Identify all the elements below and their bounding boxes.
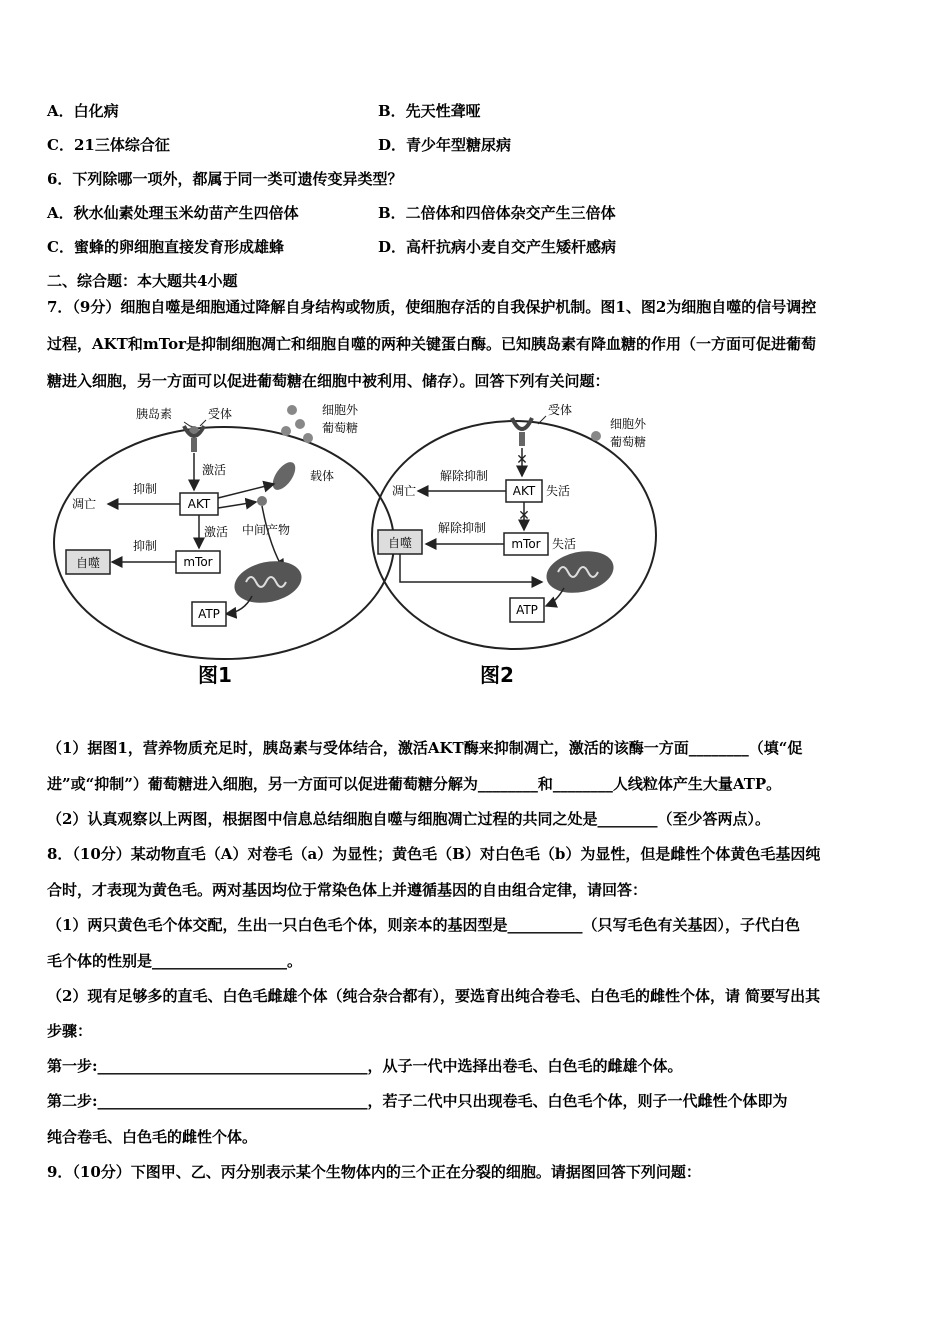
q7-sub1-line2: 进”或“抑制”）葡萄糖进入细胞，另一方面可以促进葡萄糖分解为________和________人线粒体产生大量ATP。 bbox=[47, 775, 782, 793]
fig2-glucose-dot bbox=[591, 431, 601, 441]
q8-sub2-line2: 步骤： bbox=[47, 1022, 93, 1040]
fig2-autophagy-label: 自噬 bbox=[387, 536, 413, 550]
q7-sub1-line1: （1）据图1，营养物质充足时，胰岛素与受体结合，激活AKT酶来抑制凋亡，激活的该酶一方面________（填“促 bbox=[47, 739, 803, 757]
fig2-inactive-label-1: 失活 bbox=[546, 484, 571, 498]
fig1-glucose-label: 葡萄糖 bbox=[322, 421, 359, 435]
fig2-receptor-stem bbox=[519, 432, 525, 446]
q8-sub1-line1: （1）两只黄色毛个体交配，生出一只白色毛个体，则亲本的基因型是__________（只写毛色有关基因），子代白色 bbox=[47, 916, 800, 934]
fig1-glucose-dot bbox=[281, 426, 291, 436]
q6-option-c: C．蜜蜂的卵细胞直接发育形成雄蜂 bbox=[47, 238, 284, 256]
fig1-caption: 图1 bbox=[198, 663, 232, 687]
fig2-arrow-autophagy-mito bbox=[400, 554, 542, 582]
q8-sub1-line2: 毛个体的性别是__________________。 bbox=[47, 952, 303, 970]
fig2-extracellular-label: 细胞外 bbox=[610, 417, 647, 431]
fig1-atp-label: ATP bbox=[198, 607, 220, 621]
q8-sub2-line1: （2）现有足够多的直毛、白色毛雌雄个体（纯合杂合都有），要选育出纯合卷毛、白色毛的雌性个体，请 简要写出其 bbox=[47, 987, 821, 1005]
q6-stem: 6．下列除哪一项外，都属于同一类可遗传变异类型？ bbox=[47, 170, 403, 188]
fig2-receptor-icon bbox=[512, 418, 532, 429]
q5-option-b: B．先天性聋哑 bbox=[378, 102, 481, 120]
fig1-carrier-label: 载体 bbox=[310, 469, 335, 483]
q9-stem: 9．（10分）下图甲、乙、丙分别表示某个生物体内的三个正在分裂的细胞。请据图回答下列问题： bbox=[47, 1163, 701, 1181]
fig2-apoptosis-label: 凋亡 bbox=[392, 484, 417, 498]
fig2-caption: 图2 bbox=[480, 663, 514, 687]
fig1-glucose-dot bbox=[303, 433, 313, 443]
q5-option-a: A．白化病 bbox=[47, 102, 119, 120]
fig2-block-mark-2: ✕ bbox=[518, 508, 530, 524]
q7-sub2: （2）认真观察以上两图，根据图中信息总结细胞自噬与细胞凋亡过程的共同之处是________（至少答两点）。 bbox=[47, 810, 770, 828]
q6-option-b: B．二倍体和四倍体杂交产生三倍体 bbox=[378, 204, 616, 222]
q7-stem-line2: 过程，AKT和mTor是抑制细胞凋亡和细胞自噬的两种关键蛋白酶。已知胰岛素有降血糖的作用（一方面可促进葡萄 bbox=[47, 335, 817, 353]
q8-step2: 第二步:____________________________________，若子二代中只出现卷毛、白色毛个体，则子一代雌性个体即为 bbox=[47, 1092, 788, 1110]
fig1-activate-label-1: 激活 bbox=[202, 463, 227, 477]
section-heading: 二、综合题：本大题共4小题 bbox=[47, 272, 238, 290]
fig1-mitochondrion-icon bbox=[231, 555, 306, 608]
q6-option-a: A．秋水仙素处理玉米幼苗产生四倍体 bbox=[47, 204, 299, 222]
fig1-receptor-stem bbox=[191, 438, 197, 452]
fig1-apoptosis-label: 凋亡 bbox=[72, 497, 97, 511]
fig2-relieve-label-2: 解除抑制 bbox=[438, 521, 487, 535]
q7-stem-line3: 糖进入细胞，另一方面可以促进葡萄糖在细胞中被利用、储存）。回答下列有关问题： bbox=[47, 372, 610, 390]
q8-stem-line1: 8．（10分）某动物直毛（A）对卷毛（a）为显性；黄色毛（B）对白色毛（b）为显性，但是雌性个体黄色毛基因纯 bbox=[47, 845, 821, 863]
q8-stem-line2: 合时，才表现为黄色毛。两对基因均位于常染色体上并遵循基因的自由组合定律，请回答： bbox=[47, 881, 648, 899]
fig1-arrow-akt-carrier bbox=[218, 484, 274, 498]
fig2-receptor-label: 受体 bbox=[548, 403, 573, 417]
fig1-glucose-dot bbox=[287, 405, 297, 415]
autophagy-signal-figure bbox=[48, 398, 668, 698]
figure-1 bbox=[54, 403, 394, 687]
fig1-carrier-icon bbox=[268, 458, 299, 493]
fig2-inactive-label-2: 失活 bbox=[552, 537, 577, 551]
fig1-mtor-label: mTor bbox=[183, 555, 213, 569]
fig2-relieve-label-1: 解除抑制 bbox=[440, 469, 489, 483]
fig1-glucose-dot bbox=[295, 419, 305, 429]
fig1-inhibit-label-2: 抑制 bbox=[133, 539, 158, 553]
fig1-extracellular-label: 细胞外 bbox=[322, 403, 359, 417]
fig2-glucose-label: 葡萄糖 bbox=[610, 435, 647, 449]
q7-stem-line1: 7．（9分）细胞自噬是细胞通过降解自身结构或物质，使细胞存活的自我保护机制。图1、图2为细胞自噬的信号调控 bbox=[47, 298, 817, 316]
q5-option-c: C．21三体综合征 bbox=[47, 136, 170, 154]
fig2-akt-label: AKT bbox=[512, 484, 536, 498]
q6-option-d: D．高杆抗病小麦自交产生矮杆感病 bbox=[378, 238, 617, 256]
fig2-mtor-label: mTor bbox=[511, 537, 541, 551]
fig1-intermediate-label: 中间产物 bbox=[242, 523, 291, 537]
fig1-activate-label-2: 激活 bbox=[204, 525, 229, 539]
fig1-arrow-akt-intermediate bbox=[218, 502, 256, 508]
fig1-arrow-intermediate-mito bbox=[262, 506, 284, 570]
fig2-mitochondrion-icon bbox=[543, 545, 618, 598]
fig1-receptor-label: 受体 bbox=[208, 407, 233, 421]
q8-step1: 第一步:____________________________________，从子一代中选择出卷毛、白色毛的雌雄个体。 bbox=[47, 1057, 683, 1075]
fig2-block-mark-1: ✕ bbox=[516, 452, 528, 468]
fig2-atp-label: ATP bbox=[516, 603, 538, 617]
fig1-insulin-label: 胰岛素 bbox=[136, 407, 173, 421]
q5-option-d: D．青少年型糖尿病 bbox=[378, 136, 512, 154]
fig1-inhibit-label-1: 抑制 bbox=[133, 482, 158, 496]
fig1-akt-label: AKT bbox=[187, 497, 211, 511]
figure-2 bbox=[372, 402, 656, 687]
q8-step2-continued: 纯合卷毛、白色毛的雌性个体。 bbox=[47, 1128, 258, 1146]
fig1-intermediate-dot bbox=[257, 496, 267, 506]
fig1-receptor-pointer bbox=[200, 420, 206, 426]
fig1-autophagy-label: 自噬 bbox=[75, 556, 101, 570]
